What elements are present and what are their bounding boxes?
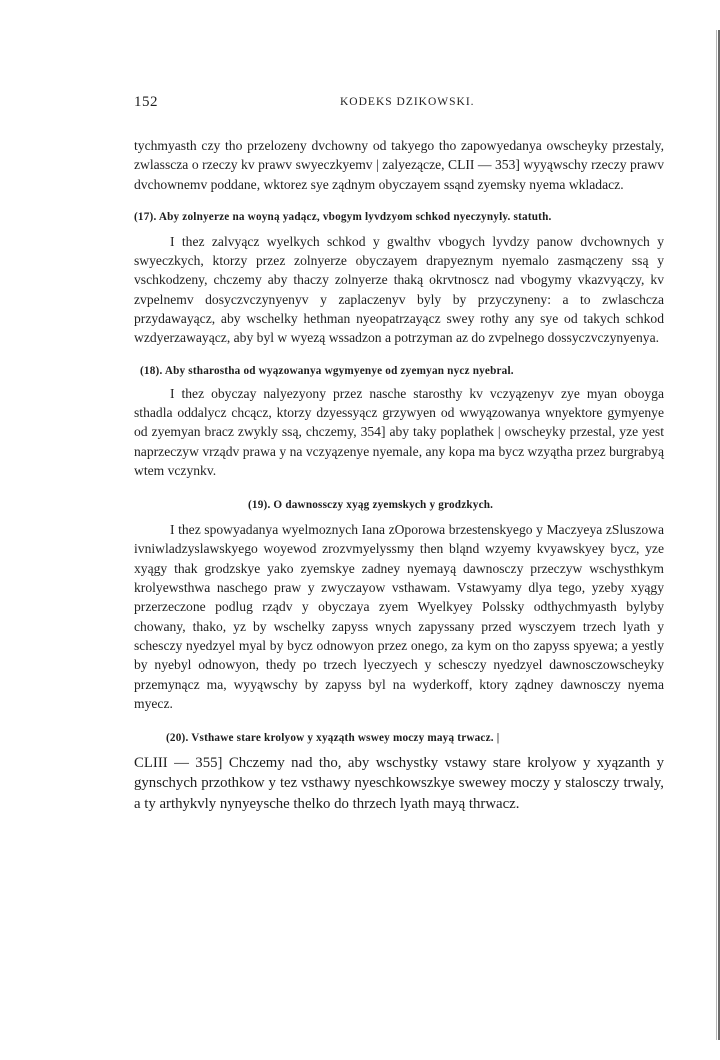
main-text bbox=[134, 136, 664, 814]
paragraph-17: I thez zalvyącz wyelkych schkod y gwalthv vbogych lyvdzy panow dvchownych y swyeczkych, ktorzy przez zolnyerze obyczayem drapyeznym nyemalo zasmączeny ssą y vschkodzeny, chczemy aby thaczy zolnyerze thaką okrvtnoscz nad vbogymy vkazvyączy, kv zvpelnemv dosyczvczynyenyv y zaplaczenyv byly by przyczyneny: a to zwlaschcza przydawayącz, aby wschelky hethman nyeopatrzayącz swey rothy any sye od takych schkod wzdyerzawayącz, aby byl w wyezą wssadzon a potrzyman az do zvpelnego dossyczvczynyenya. bbox=[134, 233, 664, 346]
section-heading-17: (17). Aby zolnyerze na woyną yadącz, vbogym lyvdzyom schkod nyeczynyly. statuth. bbox=[134, 210, 552, 223]
section-heading-19: (19). O dawnossczy xyąg zyemskych y grodzkych. bbox=[248, 499, 494, 512]
section-heading-20: (20). Vsthawe stare krolyow y xyąząth wswey moczy mayą trwacz. | bbox=[166, 732, 500, 745]
section-heading-18: (18). Aby stharostha od wyązowanya wgymyenye od zyemyan nycz nyebral. bbox=[140, 364, 514, 377]
page-edge-inner bbox=[716, 30, 717, 1040]
paragraph-20: CLIII — 355] Chczemy nad tho, aby wschystky vstawy stare krolyow y xyązanth y gynschych przothkow y tez vsthawy nyeschkowszkye swewey moczy y stalosczy trwaly, a ty arthykvly nynyeysche thelko do thrzech lyath mayą thrwacz. bbox=[134, 755, 664, 812]
paragraph-18: I thez obyczay nalyezyony przez nasche starosthy kv vczyązenyv zye myan oboyga sthadla oddalycz chcącz, ktorzy dzyessyącz grzywyen od wwyązowanya wnyektore gymyenye od zyemyan bracz zwykly ssą, chczemy, 354] aby taky poplathek | owscheyky przestal, yze yest naprzeczyw vrządv prawa y na vczyązenye nyemale, any kopa ma bycz wzyątha przez burgrabyą wtem vczynkv. bbox=[134, 385, 664, 478]
paragraph-19: I thez spowyadanya wyelmoznych Iana zOporowa brzestenskyego y Maczyeya zSluszowa ivniwladzyslawskyego woyewod zrozvmyelyssmy then bląnd wzyemy kvyawskyey bycz, yze xyągy thak grodzskye yako zyemskye zadney nyemayą dawnosczy przeczyw wschysthkym krolyewsthwa naschego praw y zwyczayow vsthawam. Vstawyamy dlya tego, yzeby xyągy przerzeczone podlug rządv y obyczaya zyem Wyelkyey Polssky odthychmyasth bylyby chowany, thako, yz by wschelky zapyss wnych zapyssany przed wysczyem trzech lyath y schesczy nyedzyel myal by bycz odnowyon przez onego, za kym on tho zapyss spyewa; a yestly by nyebyl odnowyon, thedy po trzech lyeczyech y schesczy nyedzyel dawnosczowscheyky przemynącz ma, wyyąwschy by zapyss byl na wyderkoff, ktory ządney dawnosczy nyema myecz. bbox=[134, 522, 664, 711]
running-title: KODEKS DZIKOWSKI. bbox=[340, 96, 475, 108]
paragraph-continuation: tychmyasth czy tho przelozeny dvchowny od takyego tho zapowyedanya owscheyky przestaly, zwlasscza o rzeczy kv prawv swyeczkyemv | zalyezącze, CLII — 353] wyyąwschy rzeczy prawv dvchownemv poddane, wktorez sye ządnym obyczayem ssąnd zyemsky nyema wkladacz. bbox=[134, 138, 664, 192]
page-header bbox=[134, 94, 664, 116]
page-number: 152 bbox=[134, 94, 158, 110]
